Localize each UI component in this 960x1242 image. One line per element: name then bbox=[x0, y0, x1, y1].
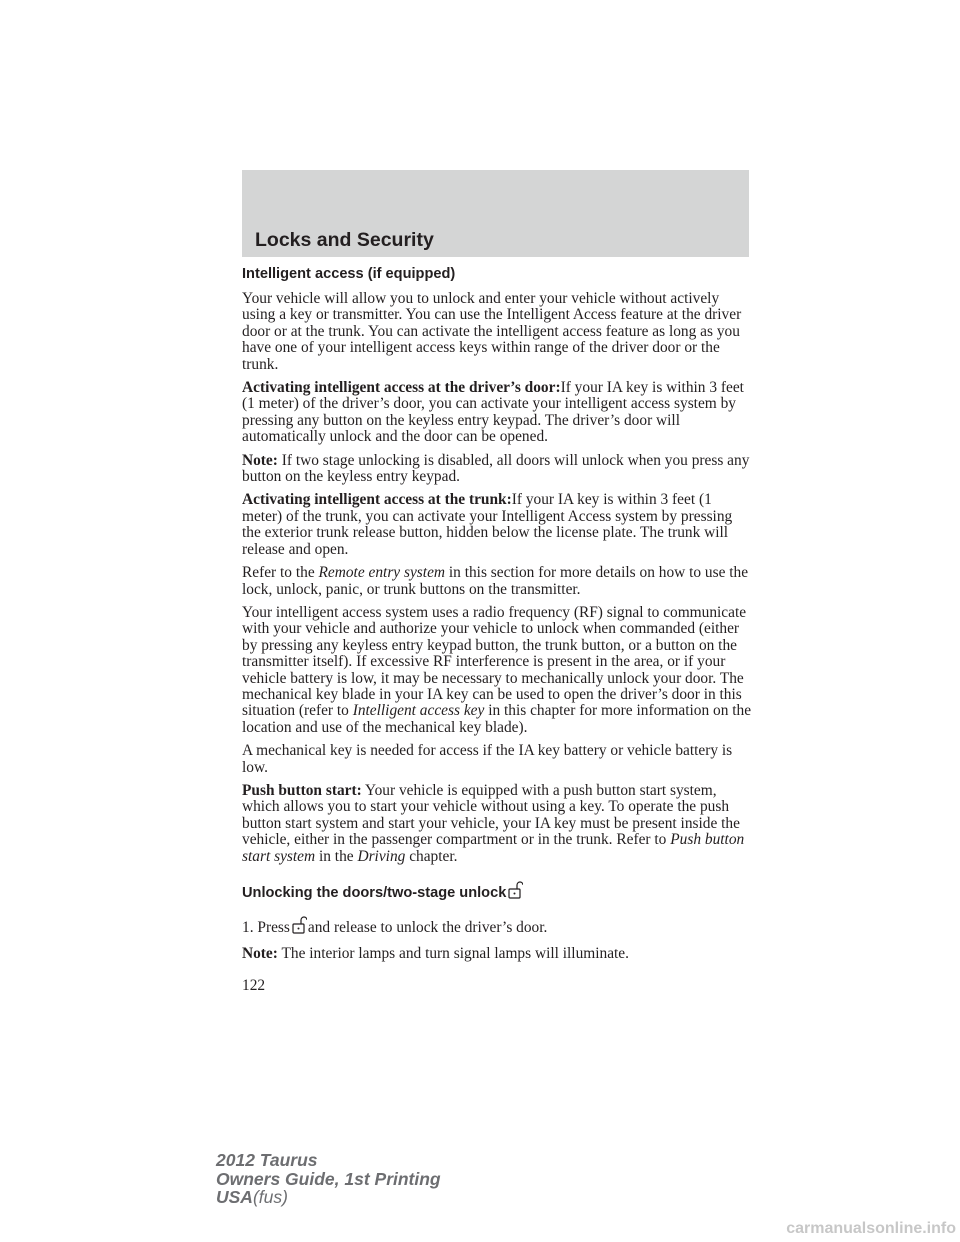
print-footer bbox=[216, 1151, 441, 1207]
heading-unlocking bbox=[242, 880, 752, 905]
refer-text: Refer to the bbox=[242, 564, 315, 582]
paragraph-intro: Your vehicle will allow you to unlock and enter your vehicle without actively using a key or transmitter. You can use the Intelligent Access feature at the driver door or at the trunk. You can activate the intelligent access feature as long as you have one of your intelligent access keys within range of the driver door or the trunk. bbox=[242, 290, 742, 373]
push-text-end: chapter. bbox=[409, 847, 458, 865]
step1-text-end: and release to unlock the driver’s door. bbox=[307, 919, 548, 936]
footer-region bbox=[216, 1188, 441, 1207]
section-header-band bbox=[242, 170, 749, 257]
paragraph-mechanical-key: A mechanical key is needed for access if the IA key battery or vehicle battery is low. bbox=[242, 742, 733, 776]
note-body: If two stage unlocking is disabled, all doors will unlock when you press any button on the keyless entry keypad. bbox=[242, 451, 750, 486]
note-label: Note: bbox=[242, 945, 278, 963]
footer-model: 2012 Taurus bbox=[216, 1150, 318, 1170]
page-number: 122 bbox=[242, 977, 266, 994]
section-title: Locks and Security bbox=[255, 229, 434, 251]
paragraph-trunk bbox=[242, 492, 752, 558]
footer-region-name: USA bbox=[216, 1187, 253, 1207]
ref-remote-entry-system: Remote entry system bbox=[318, 564, 446, 582]
note-body: The interior lamps and turn signal lamps will illuminate. bbox=[281, 945, 629, 963]
manual-page-content bbox=[242, 266, 752, 970]
heading-unlocking-text: Unlocking the doors/two-stage unlock bbox=[242, 885, 507, 901]
footer-guide: Owners Guide, 1st Printing bbox=[216, 1168, 441, 1189]
step1-text: 1. Press bbox=[242, 919, 290, 936]
lead-push-button-start: Push button start: bbox=[242, 781, 362, 799]
push-text: Your vehicle is equipped with a push button start system, which allows you to start your vehicle without using a key. To operate the push button start system and start your vehicle, your IA key must be present inside the vehicle, either in the passenger compartment or in the trunk. Refer to bbox=[242, 781, 740, 849]
lead-driver-door: Activating intelligent access at the driver’s door: bbox=[242, 379, 561, 397]
unlock-padlock-icon bbox=[291, 915, 307, 939]
paragraph-refer-remote bbox=[242, 565, 752, 598]
footer-region-code: (fus) bbox=[252, 1187, 288, 1207]
note-label: Note: bbox=[242, 451, 278, 469]
ref-driving-chapter: Driving bbox=[357, 847, 406, 865]
paragraph-note-lamps bbox=[242, 946, 752, 962]
rf-text-end: in this chapter for more information on the location and use of the mechanical key blade). bbox=[242, 702, 752, 736]
ref-intelligent-access-key: Intelligent access key bbox=[352, 702, 485, 720]
paragraph-rf-signal bbox=[242, 605, 752, 736]
lead-trunk: Activating intelligent access at the trunk: bbox=[242, 491, 512, 509]
watermark: carmanualsonline.info bbox=[786, 1220, 956, 1237]
unlock-padlock-icon bbox=[507, 880, 523, 905]
body-trunk: If your IA key is within 3 feet (1 meter) of the trunk, you can activate your Intelligent Access system by pressing the exterior trunk release button, hidden below the license plate. The trunk will release and open. bbox=[242, 491, 733, 558]
paragraph-push-button-start bbox=[242, 783, 752, 865]
push-text-mid: in the bbox=[318, 847, 354, 865]
heading-intelligent-access: Intelligent access (if equipped) bbox=[242, 266, 456, 282]
body-driver-door: If your IA key is within 3 feet (1 meter) of the driver’s door, you can activate your intelligent access system by pressing any button on the keyless entry keypad. The driver’s door will automatically unlock and the door can be opened. bbox=[242, 379, 744, 446]
refer-text-end: in this section for more details on how to use the lock, unlock, panic, or trunk buttons on the transmitter. bbox=[242, 564, 749, 598]
paragraph-note-two-stage bbox=[242, 453, 752, 486]
rf-text: Your intelligent access system uses a radio frequency (RF) signal to communicate with your vehicle and authorize your vehicle to unlock when commanded (either by pressing any keyless entry keypad button, the trunk button, or a button on the transmitter itself). If excessive RF interference is present in the area, or if your vehicle battery is low, it may be necessary to mechanically unlock your door. The mechanical key blade in your IA key can be used to open the driver’s door in this situation (refer to bbox=[242, 603, 747, 720]
paragraph-step-1 bbox=[242, 915, 752, 939]
ref-push-button-start-system: Push button start system bbox=[242, 831, 745, 865]
paragraph-driver-door bbox=[242, 380, 752, 446]
